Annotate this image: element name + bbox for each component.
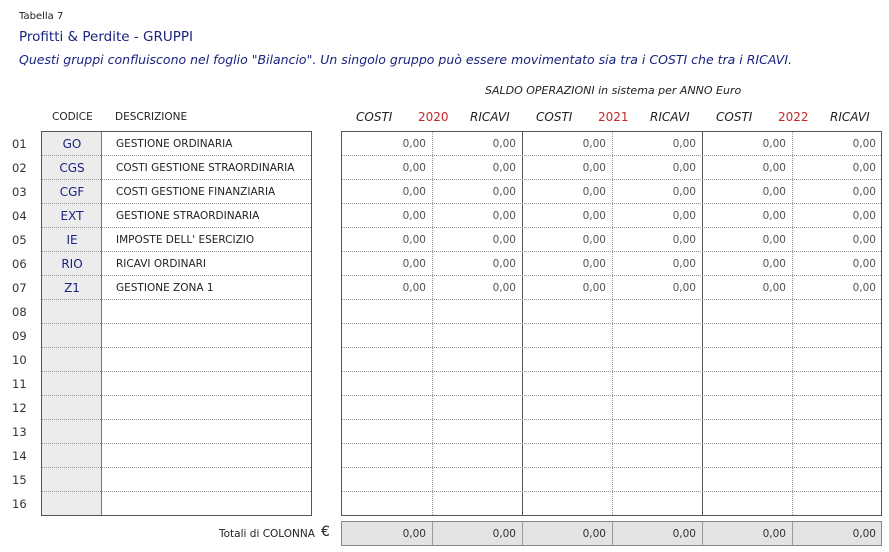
- table-row: [42, 252, 311, 276]
- saldo-value-cell: 0,00: [762, 186, 786, 198]
- row-number: 09: [12, 329, 27, 343]
- saldo-value-cell: 0,00: [582, 138, 606, 150]
- year-header-2022: 2022: [778, 110, 809, 124]
- costi-header-2022: COSTI: [716, 110, 753, 124]
- saldo-value-cell: 0,00: [852, 234, 876, 246]
- codice-header: CODICE: [52, 111, 93, 123]
- column-total-cell: 0,00: [492, 528, 516, 540]
- saldo-value-cell: 0,00: [852, 138, 876, 150]
- saldo-value-cell: 0,00: [402, 162, 426, 174]
- saldo-value-cell: 0,00: [672, 234, 696, 246]
- group-code-cell[interactable]: GO: [62, 137, 82, 151]
- saldo-value-cell: 0,00: [582, 210, 606, 222]
- table-row: [42, 372, 311, 396]
- table-row: [42, 396, 311, 420]
- saldo-value-cell: 0,00: [852, 210, 876, 222]
- group-code-cell[interactable]: CGF: [59, 185, 85, 199]
- group-code-cell[interactable]: RIO: [61, 257, 83, 271]
- groups-table: [41, 131, 312, 516]
- table-row: [42, 204, 311, 228]
- group-description-cell[interactable]: COSTI GESTIONE STRAORDINARIA: [116, 162, 295, 174]
- table-row: [342, 396, 881, 420]
- table-row: [42, 276, 311, 300]
- table-row: [42, 156, 311, 180]
- column-total-cell: 0,00: [762, 528, 786, 540]
- row-number: 01: [12, 137, 27, 151]
- saldo-value-cell: 0,00: [492, 234, 516, 246]
- column-total-cell: 0,00: [672, 528, 696, 540]
- saldo-value-cell: 0,00: [582, 258, 606, 270]
- row-number: 03: [12, 185, 27, 199]
- saldo-value-cell: 0,00: [402, 138, 426, 150]
- table-row: [342, 204, 881, 228]
- saldo-value-cell: 0,00: [402, 210, 426, 222]
- saldo-value-cell: 0,00: [672, 138, 696, 150]
- totals-label: Totali di COLONNA: [219, 528, 315, 540]
- table-row: [342, 180, 881, 204]
- table-label: Tabella 7: [19, 11, 64, 22]
- table-row: [42, 132, 311, 156]
- group-code-cell[interactable]: EXT: [60, 209, 84, 223]
- page-title: Profitti & Perdite - GRUPPI: [19, 29, 194, 45]
- row-number: 15: [12, 473, 27, 487]
- table-row: [42, 180, 311, 204]
- row-number: 16: [12, 497, 27, 511]
- saldo-value-cell: 0,00: [672, 162, 696, 174]
- table-row: [342, 372, 881, 396]
- column-total-cell: 0,00: [402, 528, 426, 540]
- costi-header-2020: COSTI: [356, 110, 393, 124]
- ricavi-header-2020: RICAVI: [470, 110, 510, 124]
- ricavi-header-2022: RICAVI: [830, 110, 870, 124]
- saldo-value-cell: 0,00: [582, 234, 606, 246]
- saldo-value-cell: 0,00: [762, 234, 786, 246]
- table-row: [42, 468, 311, 492]
- page-subtitle: Questi gruppi confluiscono nel foglio "Bilancio". Un singolo gruppo può essere movimentato sia tra i COSTI che tra i RICAVI.: [19, 52, 792, 67]
- group-code-cell[interactable]: CGS: [59, 161, 85, 175]
- group-code-cell[interactable]: IE: [66, 233, 78, 247]
- table-row: [342, 132, 881, 156]
- table-row: [342, 444, 881, 468]
- table-row: [342, 228, 881, 252]
- saldo-value-cell: 0,00: [762, 138, 786, 150]
- group-code-cell[interactable]: Z1: [64, 281, 80, 295]
- saldo-value-cell: 0,00: [492, 162, 516, 174]
- group-description-cell[interactable]: COSTI GESTIONE FINANZIARIA: [116, 186, 276, 198]
- table-row: [42, 324, 311, 348]
- row-number: 02: [12, 161, 27, 175]
- saldo-value-cell: 0,00: [762, 282, 786, 294]
- year-header-2021: 2021: [598, 110, 629, 124]
- row-number: 12: [12, 401, 27, 415]
- saldo-value-cell: 0,00: [852, 258, 876, 270]
- row-number: 13: [12, 425, 27, 439]
- saldo-value-cell: 0,00: [492, 258, 516, 270]
- saldo-grid: [341, 131, 882, 516]
- saldo-value-cell: 0,00: [582, 186, 606, 198]
- saldo-value-cell: 0,00: [402, 258, 426, 270]
- group-description-cell[interactable]: RICAVI ORDINARI: [116, 258, 207, 270]
- table-row: [342, 420, 881, 444]
- table-row: [342, 156, 881, 180]
- saldo-value-cell: 0,00: [672, 186, 696, 198]
- saldo-value-cell: 0,00: [672, 258, 696, 270]
- table-row: [42, 420, 311, 444]
- saldo-value-cell: 0,00: [402, 282, 426, 294]
- table-row: [42, 444, 311, 468]
- saldo-value-cell: 0,00: [402, 186, 426, 198]
- costi-header-2021: COSTI: [536, 110, 573, 124]
- ricavi-header-2021: RICAVI: [650, 110, 690, 124]
- saldo-value-cell: 0,00: [762, 210, 786, 222]
- table-row: [42, 228, 311, 252]
- year-header-2020: 2020: [418, 110, 449, 124]
- group-description-cell[interactable]: IMPOSTE DELL' ESERCIZIO: [116, 234, 255, 246]
- euro-symbol: €: [321, 524, 330, 540]
- saldo-value-cell: 0,00: [762, 258, 786, 270]
- table-row: [342, 300, 881, 324]
- table-row: [42, 348, 311, 372]
- row-number: 05: [12, 233, 27, 247]
- saldo-value-cell: 0,00: [852, 162, 876, 174]
- saldo-heading: SALDO OPERAZIONI in sistema per ANNO Euro: [485, 84, 742, 97]
- row-number: 07: [12, 281, 27, 295]
- row-number: 08: [12, 305, 27, 319]
- row-number: 11: [12, 377, 27, 391]
- totals-bar: [341, 521, 882, 546]
- saldo-value-cell: 0,00: [492, 138, 516, 150]
- group-description-cell[interactable]: GESTIONE ORDINARIA: [116, 138, 233, 150]
- saldo-value-cell: 0,00: [492, 210, 516, 222]
- row-number: 10: [12, 353, 27, 367]
- saldo-value-cell: 0,00: [852, 186, 876, 198]
- saldo-value-cell: 0,00: [402, 234, 426, 246]
- row-number: 14: [12, 449, 27, 463]
- table-row: [342, 276, 881, 300]
- column-total-cell: 0,00: [582, 528, 606, 540]
- saldo-value-cell: 0,00: [492, 282, 516, 294]
- group-description-cell[interactable]: GESTIONE STRAORDINARIA: [116, 210, 260, 222]
- table-row: [42, 492, 311, 516]
- saldo-value-cell: 0,00: [852, 282, 876, 294]
- saldo-value-cell: 0,00: [582, 162, 606, 174]
- table-row: [342, 348, 881, 372]
- group-description-cell[interactable]: GESTIONE ZONA 1: [116, 282, 214, 294]
- column-total-cell: 0,00: [852, 528, 876, 540]
- saldo-value-cell: 0,00: [672, 282, 696, 294]
- table-row: [42, 300, 311, 324]
- row-number: 06: [12, 257, 27, 271]
- row-number: 04: [12, 209, 27, 223]
- table-row: [342, 492, 881, 516]
- saldo-value-cell: 0,00: [762, 162, 786, 174]
- descrizione-header: DESCRIZIONE: [115, 111, 188, 123]
- saldo-value-cell: 0,00: [492, 186, 516, 198]
- table-row: [342, 468, 881, 492]
- saldo-value-cell: 0,00: [672, 210, 696, 222]
- table-row: [342, 252, 881, 276]
- table-row: [342, 324, 881, 348]
- saldo-value-cell: 0,00: [582, 282, 606, 294]
